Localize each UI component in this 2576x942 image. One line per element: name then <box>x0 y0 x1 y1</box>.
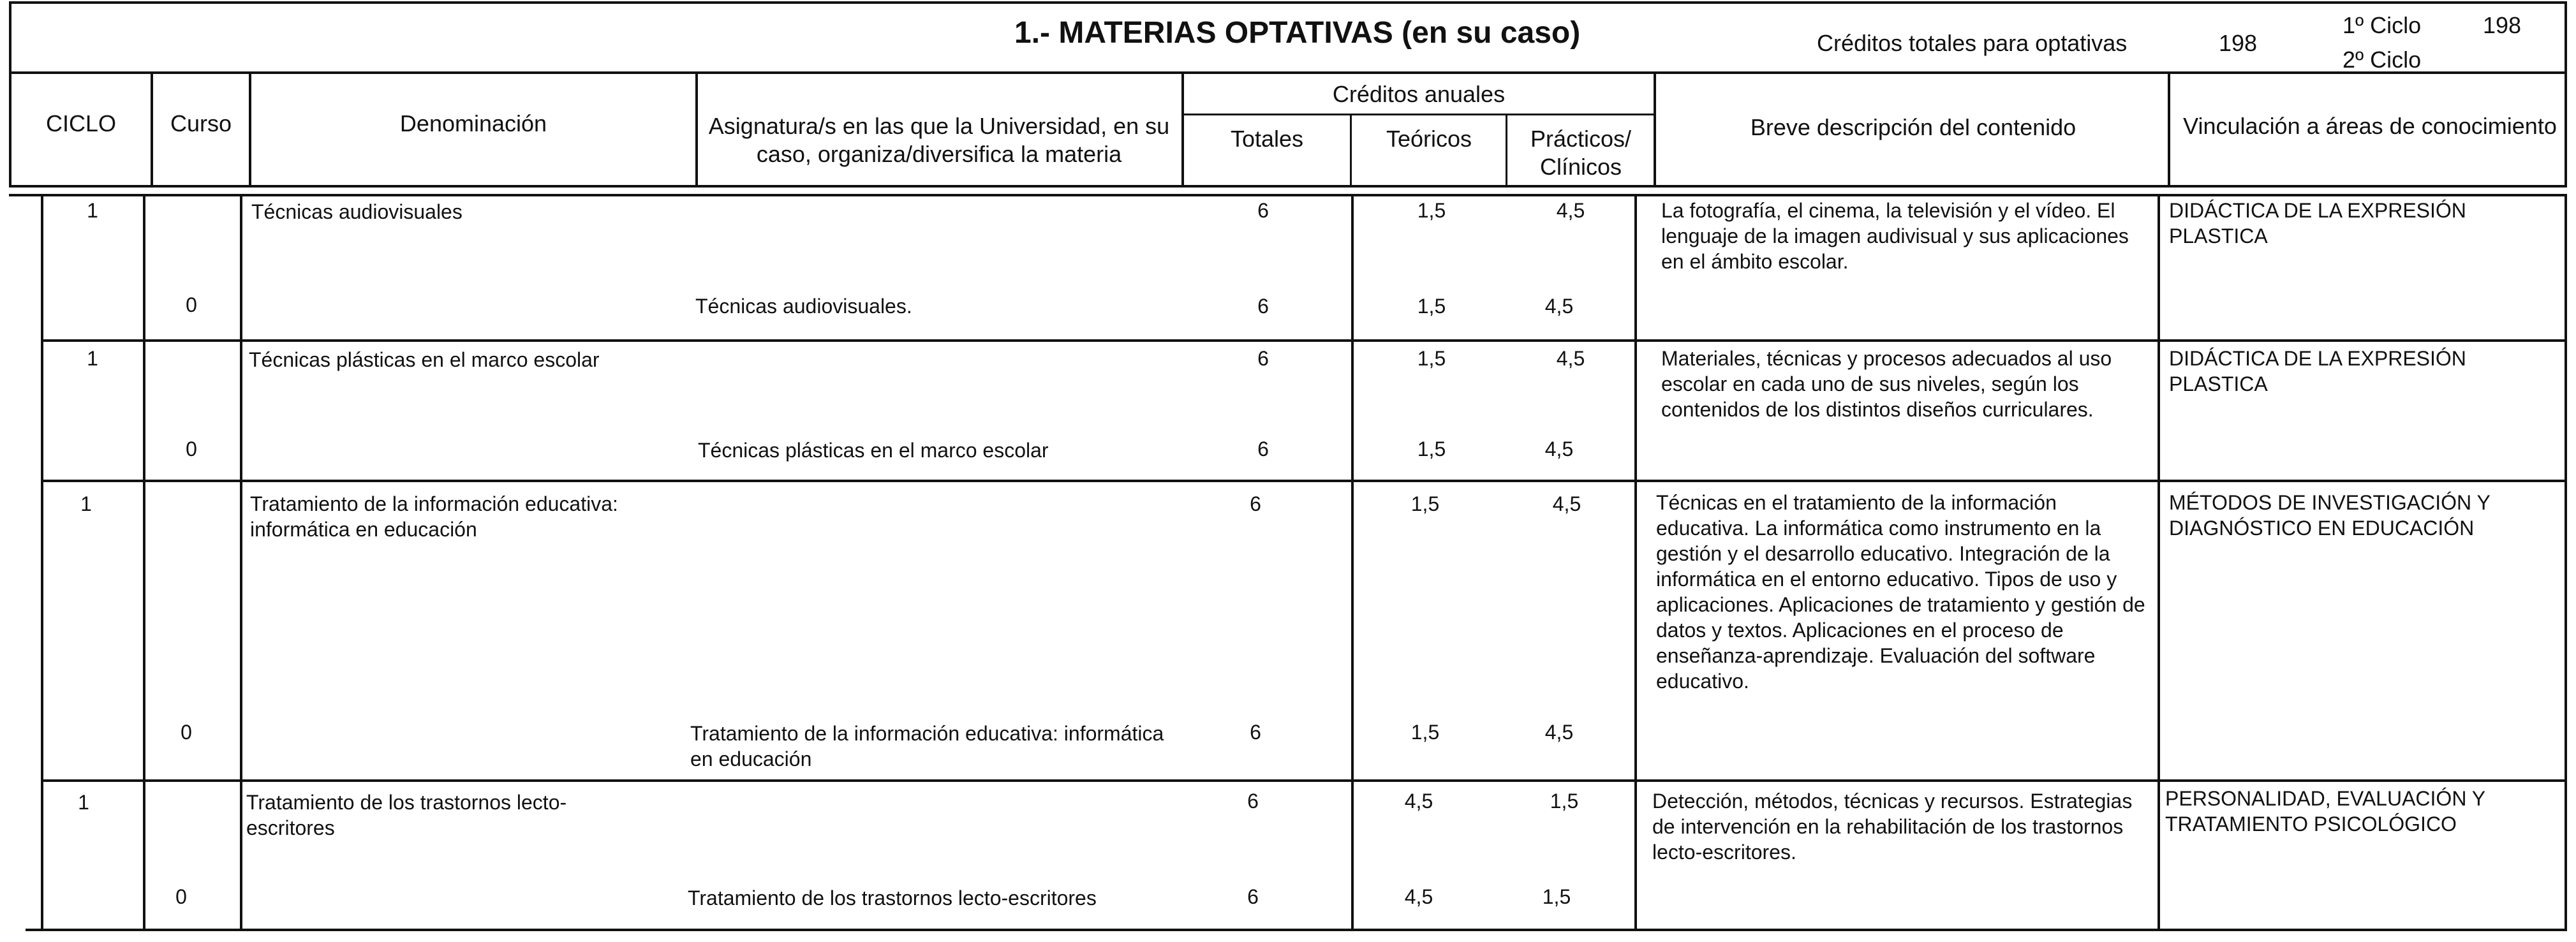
row1-sub-asignatura: Técnicas audiovisuales. <box>695 295 912 318</box>
row3-denominacion: Tratamiento de la información educativa: informática en educación <box>250 492 618 541</box>
row1-teoricos: 1,5 <box>1417 199 1446 222</box>
row3-sub-curso: 0 <box>181 721 192 744</box>
row3-sub-teoricos: 1,5 <box>1410 721 1440 744</box>
body-bottom-border <box>26 929 2567 931</box>
col-header-totales: Totales <box>1230 126 1304 152</box>
body-divider-totales <box>1351 194 1354 930</box>
body-left-border <box>41 194 43 930</box>
row3-ciclo: 1 <box>80 492 92 515</box>
row4-sub-practicos: 1,5 <box>1542 885 1571 908</box>
credits-total-value: 198 <box>2219 30 2258 56</box>
col-header-denominacion: Denominación <box>399 110 547 136</box>
header-divider-totales <box>1350 114 1352 186</box>
row1-bottom-border <box>41 339 2567 342</box>
row2-sub-practicos: 4,5 <box>1544 438 1574 460</box>
cycle2-label: 2º Ciclo <box>2343 47 2422 73</box>
header-divider-denominacion <box>695 71 698 186</box>
header-divider-teoricos <box>1506 114 1507 186</box>
col-header-descripcion: Breve descripción del contenido <box>1750 114 2076 140</box>
cycle1-label: 1º Ciclo <box>2343 12 2422 38</box>
row2-teoricos: 1,5 <box>1417 347 1446 370</box>
row4-denominacion: Tratamiento de los trastornos lecto-escritores <box>246 791 567 839</box>
row1-descripcion: La fotografía, el cinema, la televisión y el vídeo. El lenguaje de la imagen audivisual y sus aplicaciones en el ámbito escolar. <box>1661 199 2129 273</box>
row3-sub-practicos: 4,5 <box>1544 721 1574 744</box>
row2-totales: 6 <box>1257 347 1269 370</box>
credits-total-label: Créditos totales para optativas <box>1817 30 2128 56</box>
row2-sub-asignatura: Técnicas plásticas en el marco escolar <box>698 439 1049 462</box>
page-title: 1.- MATERIAS OPTATIVAS (en su caso) <box>1014 16 1581 50</box>
header-divider-descripcion <box>2168 71 2170 186</box>
row1-denominacion: Técnicas audiovisuales <box>251 200 463 223</box>
row1-sub-practicos: 4,5 <box>1544 295 1574 318</box>
row1-sub-curso: 0 <box>186 293 197 316</box>
header-top-border <box>9 1 2567 4</box>
row2-bottom-border <box>41 480 2567 482</box>
row4-teoricos: 4,5 <box>1404 790 1433 813</box>
row4-sub-curso: 0 <box>175 885 187 908</box>
header-bottom-border <box>9 185 2567 188</box>
row1-sub-teoricos: 1,5 <box>1417 295 1446 318</box>
header-divider-practicos <box>1654 71 1656 186</box>
row4-practicos: 1,5 <box>1550 790 1579 813</box>
header-left-border <box>9 1 11 186</box>
row4-sub-totales: 6 <box>1247 885 1259 908</box>
header-title-bottom-border <box>9 71 2567 74</box>
body-divider-descripcion <box>2158 194 2160 930</box>
row4-sub-asignatura: Tratamiento de los trastornos lecto-escritores <box>688 887 1097 909</box>
body-divider-ciclo <box>143 194 145 930</box>
body-top-border <box>9 194 2567 196</box>
row1-sub-totales: 6 <box>1257 295 1269 318</box>
col-header-curso: Curso <box>170 110 232 136</box>
row4-vinculacion: PERSONALIDAD, EVALUACIÓN Y TRATAMIENTO PSICOLÓGICO <box>2165 787 2485 835</box>
row1-practicos: 4,5 <box>1556 199 1585 222</box>
row3-teoricos: 1,5 <box>1410 492 1440 515</box>
row2-vinculacion: DIDÁCTICA DE LA EXPRESIÓN PLASTICA <box>2169 347 2466 395</box>
row2-descripcion: Materiales, técnicas y procesos adecuados al uso escolar en cada uno de sus niveles, según los contenidos de los distintos diseños curriculares. <box>1661 347 2112 421</box>
cycle1-value: 198 <box>2483 12 2522 38</box>
row3-bottom-border <box>41 779 2567 782</box>
row2-practicos: 4,5 <box>1556 347 1585 370</box>
col-header-asignatura: Asignatura/s en las que la Universidad, en su caso, organiza/diversifica la materia <box>708 113 1170 167</box>
row1-vinculacion: DIDÁCTICA DE LA EXPRESIÓN PLASTICA <box>2169 199 2466 247</box>
row4-descripcion: Detección, métodos, técnicas y recursos. Estrategias de intervención en la rehabilitación de los trastornos lecto-escritores. <box>1652 790 2133 864</box>
row4-ciclo: 1 <box>78 791 89 814</box>
body-divider-curso <box>240 194 242 930</box>
row2-denominacion: Técnicas plásticas en el marco escolar <box>249 348 600 371</box>
body-right-border <box>2565 194 2567 930</box>
row4-sub-teoricos: 4,5 <box>1404 885 1433 908</box>
row2-sub-teoricos: 1,5 <box>1417 438 1446 460</box>
row3-sub-totales: 6 <box>1250 721 1261 744</box>
row3-vinculacion: MÉTODOS DE INVESTIGACIÓN Y DIAGNÓSTICO EN EDUCACIÓN <box>2169 491 2491 540</box>
row3-descripcion: Técnicas en el tratamiento de la información educativa. La informática como instrumento en la gestión y el desarrollo educativo. Integración de la informática en el entorno educativo. Tipos de uso y aplicaciones. Aplicaciones de tratamiento y gestión de datos y textos. Aplicaciones en el proceso de enseñanza-aprendizaje. Evaluación del software educativo. <box>1656 491 2145 693</box>
row1-totales: 6 <box>1257 199 1269 222</box>
col-header-vinculacion: Vinculación a áreas de conocimiento <box>2183 113 2557 139</box>
row1-ciclo: 1 <box>87 199 98 222</box>
col-header-creditos-anuales: Créditos anuales <box>1332 81 1506 107</box>
row3-totales: 6 <box>1250 492 1261 515</box>
row4-totales: 6 <box>1247 790 1259 813</box>
col-header-ciclo: CICLO <box>45 110 117 136</box>
header-creditos-divider <box>1181 114 1655 115</box>
col-header-practicos: Prácticos/ Clínicos <box>1530 126 1632 180</box>
row2-sub-totales: 6 <box>1257 438 1269 460</box>
row2-ciclo: 1 <box>87 347 98 370</box>
row2-sub-curso: 0 <box>186 438 197 460</box>
header-right-border <box>2565 1 2567 186</box>
row3-sub-asignatura: Tratamiento de la información educativa: informática en educación <box>690 722 1164 770</box>
body-divider-teoricos <box>1634 194 1637 930</box>
col-header-teoricos: Teóricos <box>1386 126 1472 152</box>
row3-practicos: 4,5 <box>1552 492 1581 515</box>
